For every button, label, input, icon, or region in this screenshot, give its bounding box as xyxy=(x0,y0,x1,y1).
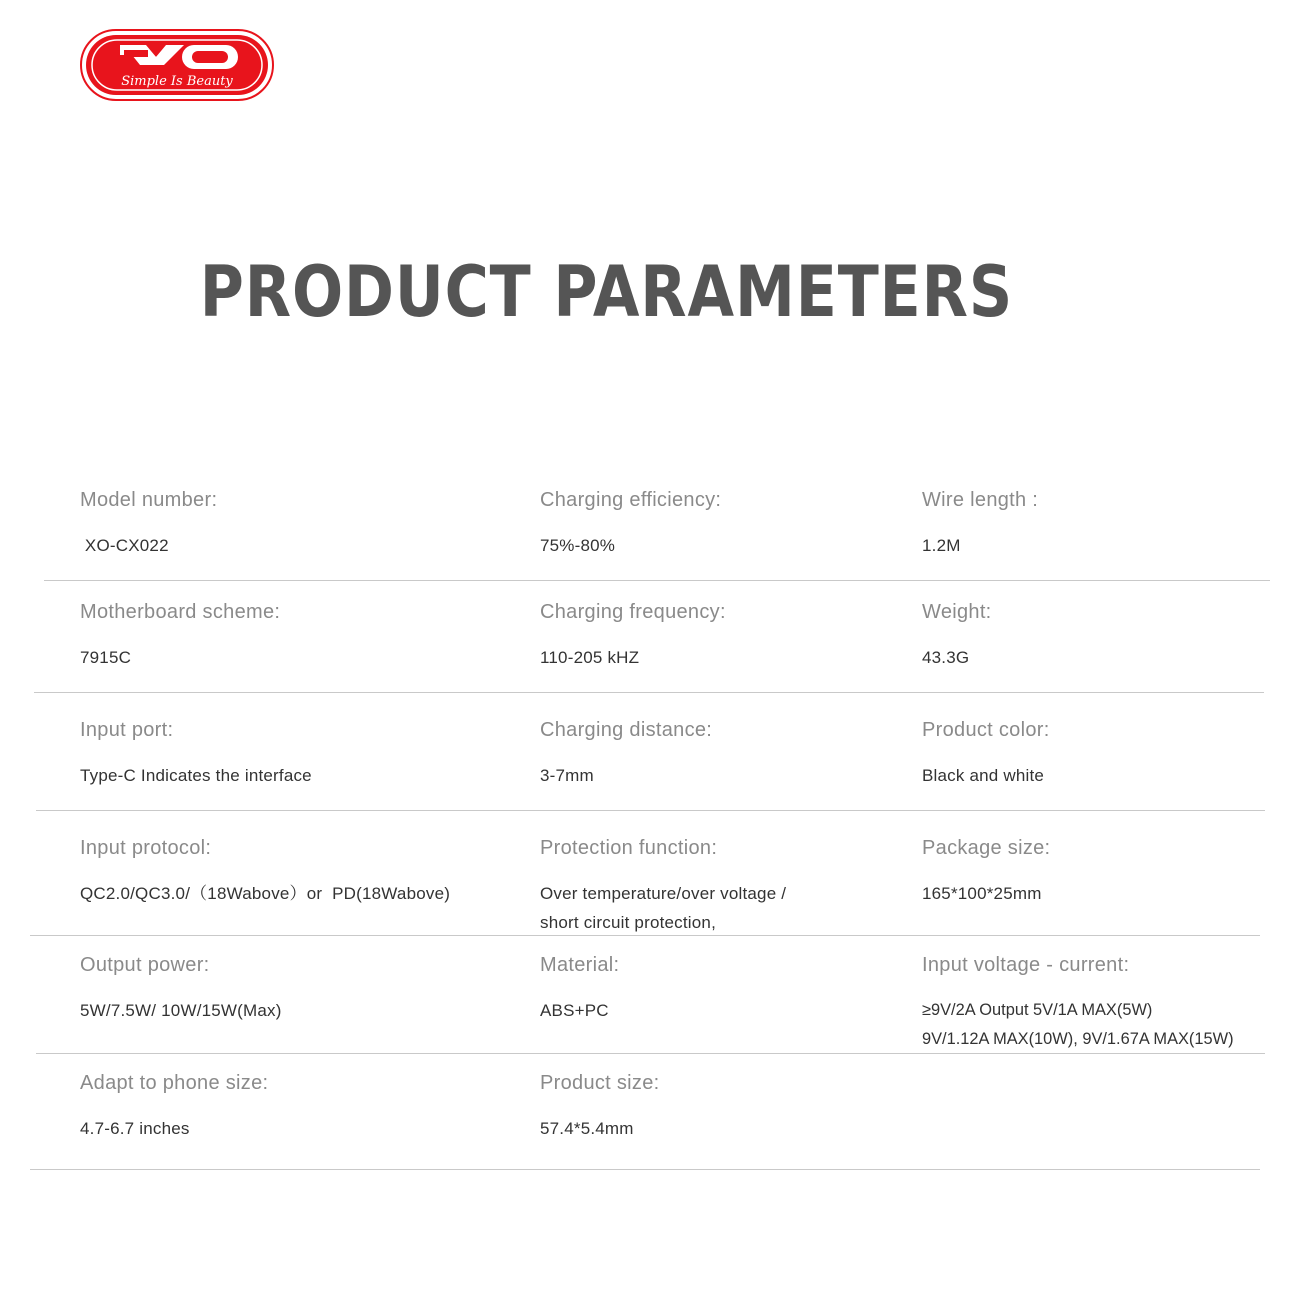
param-product-size xyxy=(540,1071,660,1143)
row-divider xyxy=(36,1053,1265,1054)
row-divider xyxy=(30,1169,1260,1170)
param-value: 3-7mm xyxy=(540,766,594,785)
param-adapt-phone-size xyxy=(80,1071,268,1143)
param-value: 5W/7.5W/ 10W/15W(Max) xyxy=(80,1001,282,1020)
param-charging-efficiency xyxy=(540,488,721,560)
param-label: Input voltage - current: xyxy=(922,954,1130,976)
param-label: Input port: xyxy=(80,719,174,741)
param-value: ABS+PC xyxy=(540,1001,609,1020)
param-label: Protection function: xyxy=(540,837,718,859)
param-input-protocol xyxy=(80,836,450,908)
param-value: Over temperature/over voltage / short circuit protection, xyxy=(540,884,787,932)
param-input-voltage-current xyxy=(922,953,1234,1054)
param-motherboard-scheme xyxy=(80,600,280,672)
param-weight xyxy=(922,600,992,672)
param-label: Product color: xyxy=(922,719,1050,741)
param-value: ≥9V/2A Output 5V/1A MAX(5W) 9V/1.12A MAX(10W), 9V/1.67A MAX(15W) xyxy=(922,1001,1234,1048)
param-label: Output power: xyxy=(80,954,210,976)
param-label: Weight: xyxy=(922,601,992,623)
param-value: 110-205 kHZ xyxy=(540,648,640,667)
param-output-power xyxy=(80,953,282,1025)
param-label: Charging frequency: xyxy=(540,601,726,623)
param-value: 75%-80% xyxy=(540,536,616,555)
row-divider xyxy=(44,580,1270,581)
row-divider xyxy=(34,692,1264,693)
param-package-size xyxy=(922,836,1050,908)
param-value: QC2.0/QC3.0/（18Wabove）or PD(18Wabove) xyxy=(80,884,451,903)
param-label: Motherboard scheme: xyxy=(80,601,281,623)
param-label: Model number: xyxy=(80,489,218,511)
param-value: 7915C xyxy=(80,648,132,667)
param-input-port xyxy=(80,718,312,790)
param-value: Black and white xyxy=(922,766,1045,785)
page-title: PRODUCT PARAMETERS xyxy=(199,251,1014,333)
param-label: Package size: xyxy=(922,837,1051,859)
xo-logo-icon xyxy=(80,29,274,101)
param-value: 43.3G xyxy=(922,648,970,667)
param-label: Input protocol: xyxy=(80,837,212,859)
xo-logo xyxy=(80,29,274,101)
row-divider xyxy=(30,935,1260,936)
param-label: Product size: xyxy=(540,1072,660,1094)
param-label: Adapt to phone size: xyxy=(80,1072,269,1094)
param-value: 4.7-6.7 inches xyxy=(80,1119,190,1138)
param-value: 165*100*25mm xyxy=(922,884,1042,903)
param-value: XO-CX022 xyxy=(80,536,169,555)
param-label: Charging distance: xyxy=(540,719,713,741)
param-label: Material: xyxy=(540,954,620,976)
param-value: Type-C Indicates the interface xyxy=(80,766,312,785)
row-divider xyxy=(36,810,1265,811)
param-material xyxy=(540,953,619,1025)
param-label: Charging efficiency: xyxy=(540,489,722,511)
param-label: Wire length : xyxy=(922,489,1039,511)
slogan-text: Simple Is Beauty xyxy=(121,74,233,89)
param-product-color xyxy=(922,718,1050,790)
param-protection-function xyxy=(540,836,786,937)
param-model-number xyxy=(80,488,217,560)
param-charging-frequency xyxy=(540,600,726,672)
param-charging-distance xyxy=(540,718,712,790)
param-value: 57.4*5.4mm xyxy=(540,1119,634,1138)
param-value: 1.2M xyxy=(922,536,961,555)
param-wire-length xyxy=(922,488,1038,560)
